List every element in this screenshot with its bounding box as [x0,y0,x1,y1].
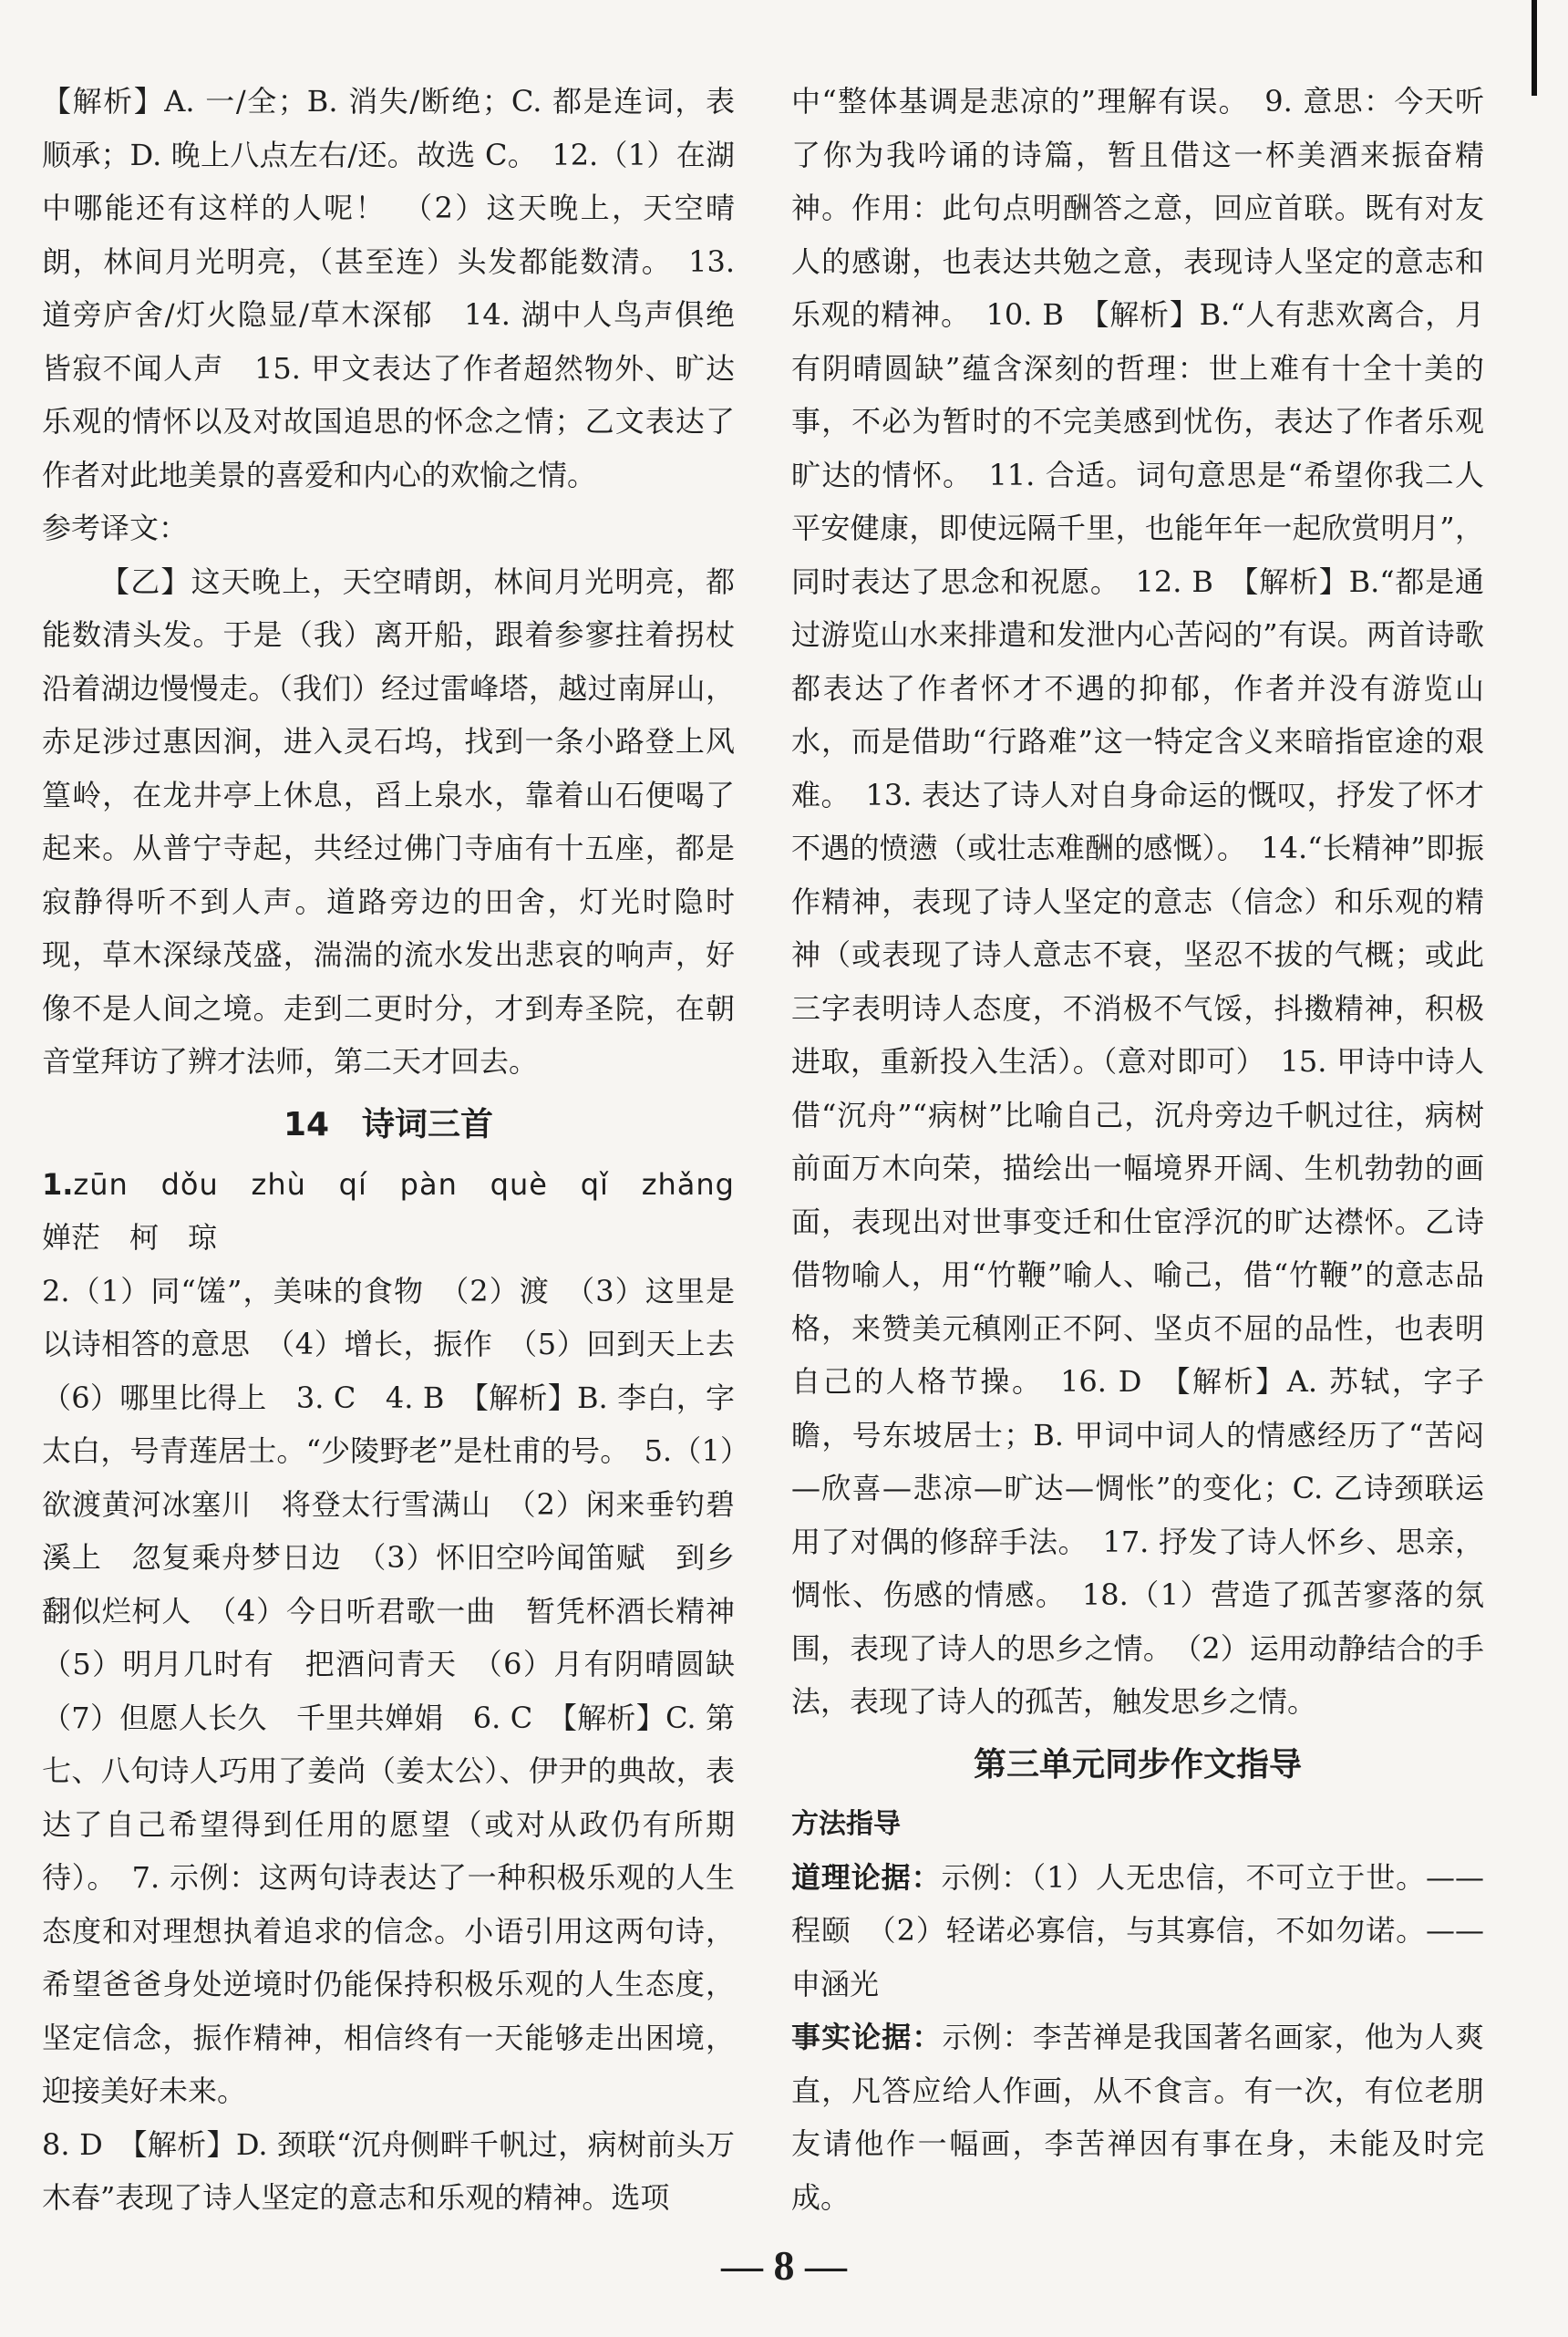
page-number: — 8 — [721,2242,847,2289]
question-1 [42,1158,735,1265]
q1-pinyin: zūn dǒu zhù qí pàn què qǐ zhǎng [73,1166,735,1202]
fact-evidence [791,2011,1484,2224]
q1-tail: 婵茫 柯 琼 [42,1220,218,1255]
answers-2-to-7: 2.（1）同“馐”，美味的食物 （2）渡 （3）这里是以诗相答的意思 （4）增长，振作 （5）回到天上去 （6）哪里比得上 3. C 4. B 【解析】B. 李白，字太白，号青莲居士。“少陵野老”是杜甫的号。 5.（1）欲渡黄河冰塞川 将登太行雪满山 （2）闲来垂钓碧溪上 忽复乘舟梦日边 （3）怀旧空吟闻笛赋 到乡翻似烂柯人 （4）今日听君歌一曲 暂凭杯酒长精神 （5）明月几时有 把酒问青天 （6）月有阴晴圆缺 （7）但愿人长久 千里共婵娟 6. C 【解析】C. 第七、八句诗人巧用了姜尚（姜太公）、伊尹的典故，表达了自己希望得到任用的愿望（或对从政仍有所期待）。 7. 示例：这两句诗表达了一种积极乐观的人生态度和对理想执着追求的信念。小语引用这两句诗，希望爸爸身处逆境时仍能保持积极乐观的人生态度，坚定信念，振作精神，相信终有一天能够走出困境，迎接美好未来。 [42,1273,765,2108]
fact-text: 示例：李苦禅是我国著名画家，他为人爽直，凡答应给人作画，从不食言。有一次，有位老朋友请他作一幅画，李苦禅因有事在身，未能及时完成。 [791,2020,1484,2215]
question-8-start: 8. D 【解析】D. 颈联“沉舟侧畔千帆过，病树前头万木春”表现了诗人坚定的意志和乐观的精神。选项 [42,2126,735,2215]
unit-title: 第三单元同步作文指导 [973,1745,1302,1784]
reason-label: 道理论据： [791,1859,942,1895]
fact-label: 事实论据： [791,2020,943,2054]
method-heading: 方法指导 [791,1807,901,1840]
answer-block: 【解析】A. 一/全；B. 消失/断绝；C. 都是连词，表顺承；D. 晚上八点左右/还。故选 C。 12.（1）在湖中哪能还有这样的人呢！ （2）这天晚上，天空晴朗，林间月光明亮，（甚至连）头发都能数清。 13. 道旁庐舍/灯火隐显/草木深郁 14. 湖中人鸟声俱绝 皆寂不闻人声 15. 甲文表达了作者超然物外、旷达乐观的情怀以及对故国追思的怀念之情；乙文表达了作者对此地美景的喜爱和内心的欢愉之情。 [42,84,765,492]
right-column [791,75,1484,2224]
translation-label: 参考译文： [42,511,189,545]
continued-answers: 中“整体基调是悲凉的”理解有误。 9. 意思：今天听了你为我吟诵的诗篇，暂且借这一杯美酒来振奋精神。作用：此句点明酬答之意，回应首联。既有对友人的感谢，也表达共勉之意，表现诗人坚定的意志和乐观的精神。 10. B 【解析】B.“人有悲欢离合，月有阴晴圆缺”蕴含深刻的哲理：世上难有十全十美的事，不必为暂时的不完美感到忧伤，表达了作者乐观旷达的情怀。 11. 合适。词句意思是“希望你我二人平安健康，即使远隔千里，也能年年一起欣赏明月”，同时表达了思念和祝愿。 12. B 【解析】B.“都是通过游览山水来排遣和发泄内心苦闷的”有误。两首诗歌都表达了作者怀才不遇的抑郁，作者并没有游览山水，而是借助“行路难”这一特定含义来暗指宦途的艰难。 13. 表达了诗人对自身命运的慨叹，抒发了怀才不遇的愤懑（或壮志难酬的感慨）。 14.“长精神”即振作精神，表现了诗人坚定的意志（信念）和乐观的精神（或表现了诗人意志不衰，坚忍不拔的气概；或此三字表明诗人态度，不消极不气馁，抖擞精神，积极进取，重新投入生活）。（意对即可） 15. 甲诗中诗人借“沉舟”“病树”比喻自己，沉舟旁边千帆过往，病树前面万木向荣，描绘出一幅境界开阔、生机勃勃的画面，表现出对世事变迁和仕宦浮沉的旷达襟怀。乙诗借物喻人，用“竹鞭”喻人、喻己，借“竹鞭”的意志品格，来赞美元稹刚正不阿、坚贞不屈的品性，也表明自己的人格节操。 16. D 【解析】A. 苏轼，字子瞻，号东坡居士；B. 甲词中词人的情感经历了“苦闷—欣喜—悲凉—旷达—惆怅”的变化；C. 乙诗颈联运用了对偶的修辞手法。 17. 抒发了诗人怀乡、思亲，惆怅、伤感的情感。 18.（1）营造了孤苦寥落的氛围，表现了诗人的思乡之情。 （2）运用动静结合的手法，表现了诗人的孤苦，触发思乡之情。 [791,84,1484,1719]
section-title: 14 诗词三首 [283,1105,494,1143]
reason-text: 示例：（1）人无忠信，不可立于世。——程颐 （2）轻诺必寡信，与其寡信，不如勿诺。——申涵光 [791,1859,1484,2001]
translation-text: 【乙】这天晚上，天空晴朗，林间月光明亮，都能数清头发。于是（我）离开船，跟着参寥拄着拐杖沿着湖边慢慢走。（我们）经过雷峰塔，越过南屏山，赤足涉过惠因涧，进入灵石坞，找到一条小路登上风篁岭，在龙井亭上休息，舀上泉水，靠着山石便喝了起来。从普宁寺起，共经过佛门寺庙有十五座，都是寂静得听不到人声。道路旁边的田舍，灯光时隐时现，草木深绿茂盛，湍湍的流水发出悲哀的响声，好像不是人间之境。走到二更时分，才到寿圣院，在朝音堂拜访了辨才法师，第二天才回去。 [42,564,735,1079]
reason-evidence [791,1851,1484,2011]
top-right-rule [1532,0,1537,96]
left-column [42,75,765,2225]
q1-label: 1. [42,1166,74,1202]
